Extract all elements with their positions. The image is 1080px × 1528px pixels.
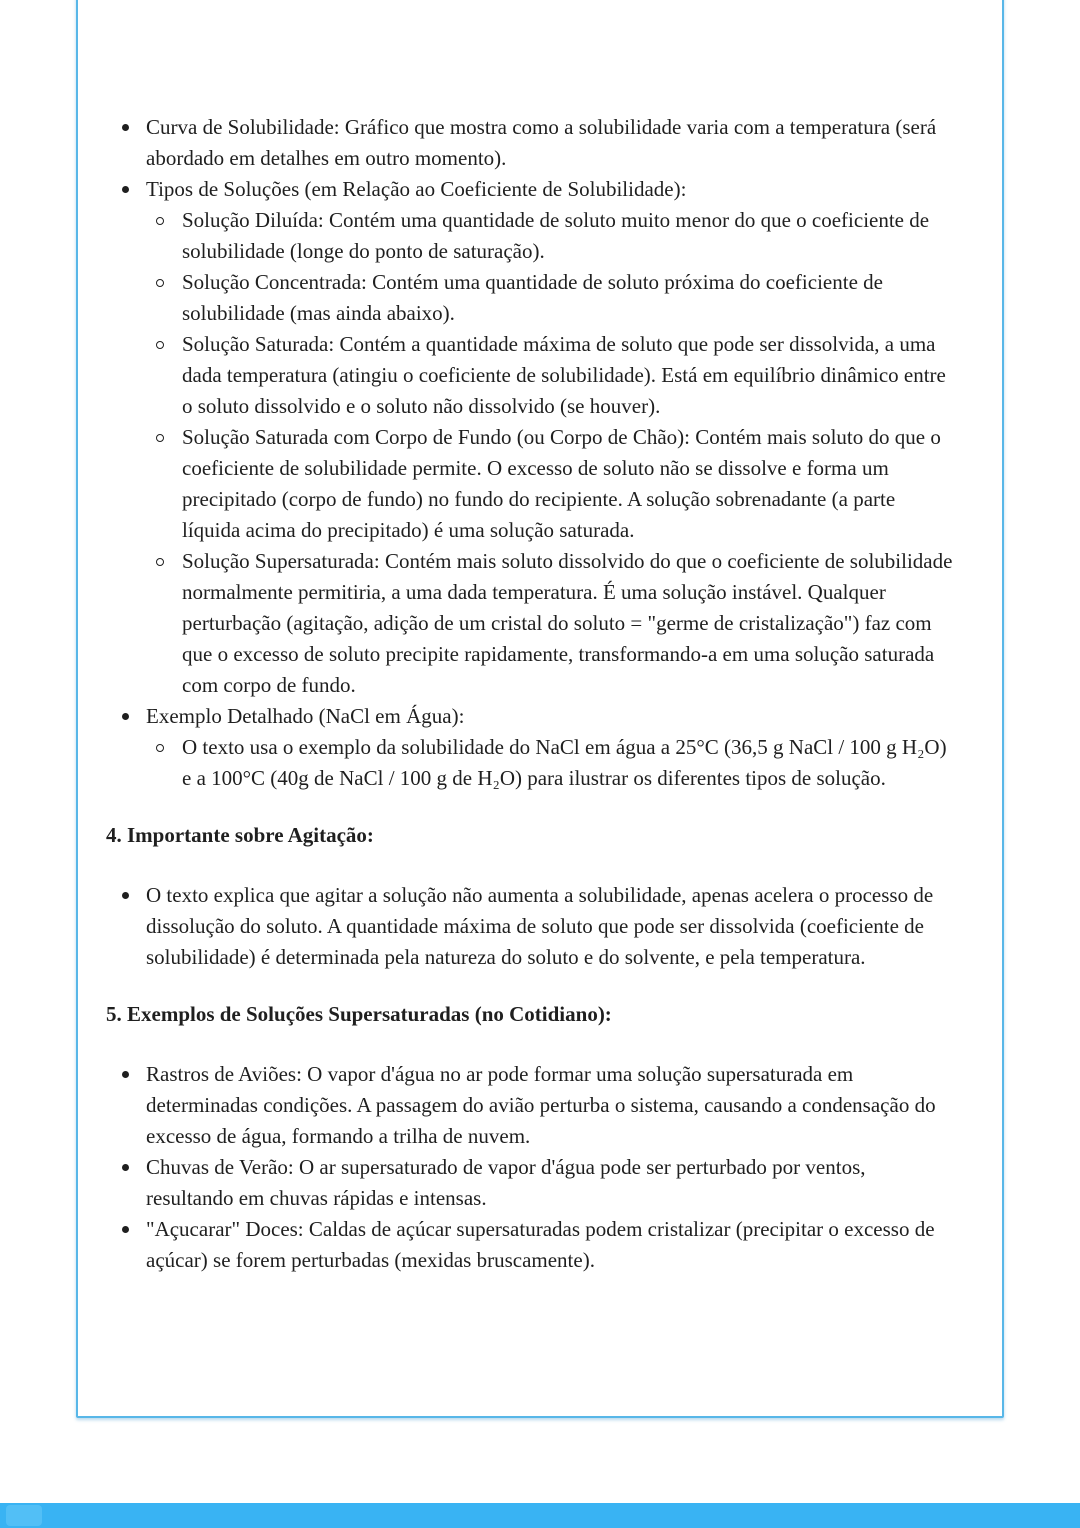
nacl-example-sublist: [146, 732, 956, 794]
list-item: [106, 1214, 956, 1276]
list-item: [106, 1059, 956, 1152]
section-heading-supersaturadas: 5. Exemplos de Soluções Supersaturadas (no Cotidiano):: [106, 1002, 612, 1026]
bullet-disc-icon: [122, 186, 129, 193]
list-item: [106, 701, 956, 794]
bullet-circle-icon: [156, 279, 164, 287]
solution-types-sublist: [146, 205, 956, 701]
bottom-bar-highlight: [6, 1505, 42, 1526]
list-item-text: Solução Supersaturada: Contém mais soluto dissolvido do que o coeficiente de solubilidade normalmente permitiria, a uma dada temperatura. É uma solução instável. Qualquer perturbação (agitação, adição de um cristal do soluto = "germe de cristalização") faz com que o excesso de soluto precipite rapidamente, transformando-a em uma solução saturada com corpo de fundo.: [182, 549, 953, 697]
bullet-circle-icon: [156, 558, 164, 566]
list-item: [106, 1152, 956, 1214]
supersaturadas-list: [106, 1059, 956, 1276]
bullet-circle-icon: [156, 341, 164, 349]
list-item-text: Solução Concentrada: Contém uma quantidade de soluto próxima do coeficiente de solubilidade (mas ainda abaixo).: [182, 270, 883, 325]
list-item-text: O texto explica que agitar a solução não aumenta a solubilidade, apenas acelera o processo de dissolução do soluto. A quantidade máxima de soluto que pode ser dissolvida (coeficiente de solubilidade) é determinada pela natureza do soluto e do solvente, e pela temperatura.: [146, 883, 934, 969]
list-item-text: Solução Saturada: Contém a quantidade máxima de soluto que pode ser dissolvida, a uma dada temperatura (atingiu o coeficiente de solubilidade). Está em equilíbrio dinâmico entre o soluto dissolvido e o soluto não dissolvido (se houver).: [182, 332, 946, 418]
list-item-text: Rastros de Aviões: O vapor d'água no ar pode formar uma solução supersaturada em determinadas condições. A passagem do avião perturba o sistema, causando a condensação do excesso de água, formando a trilha de nuvem.: [146, 1062, 936, 1148]
bullet-disc-icon: [122, 1226, 129, 1233]
bullet-circle-icon: [156, 217, 164, 225]
page-content: [78, 0, 1002, 1276]
bullet-circle-icon: [156, 744, 164, 752]
list-item-text: Solução Saturada com Corpo de Fundo (ou Corpo de Chão): Contém mais soluto do que o coeficiente de solubilidade permite. O excesso de soluto não se dissolve e forma um precipitado (corpo de fundo) no fundo do recipiente. A solução sobrenadante (a parte líquida acima do precipitado) é uma solução saturada.: [182, 425, 941, 542]
list-item-text: Exemplo Detalhado (NaCl em Água):: [146, 704, 465, 728]
bottom-accent-bar: [0, 1503, 1080, 1528]
bullet-circle-icon: [156, 434, 164, 442]
bullet-disc-icon: [122, 1164, 129, 1171]
list-item: [106, 880, 956, 973]
list-item-text: Curva de Solubilidade: Gráfico que mostra como a solubilidade varia com a temperatura (será abordado em detalhes em outro momento).: [146, 115, 937, 170]
list-item-text: "Açucarar" Doces: Caldas de açúcar supersaturadas podem cristalizar (precipitar o excesso de açúcar) se forem perturbadas (mexidas bruscamente).: [146, 1217, 935, 1272]
list-item-text: Tipos de Soluções (em Relação ao Coeficiente de Solubilidade):: [146, 177, 687, 201]
list-item: [146, 732, 956, 794]
list-item: [106, 112, 956, 174]
list-item: [146, 267, 956, 329]
bullet-disc-icon: [122, 124, 129, 131]
section-heading-agitacao: 4. Importante sobre Agitação:: [106, 823, 374, 847]
solubility-notes-list: [106, 112, 956, 794]
page-frame: [76, 0, 1004, 1418]
bullet-disc-icon: [122, 892, 129, 899]
list-item-text: Chuvas de Verão: O ar supersaturado de vapor d'água pode ser perturbado por ventos, resultando em chuvas rápidas e intensas.: [146, 1155, 866, 1210]
list-item: [146, 422, 956, 546]
list-item: [106, 174, 956, 701]
bullet-disc-icon: [122, 713, 129, 720]
list-item-text: O texto usa o exemplo da solubilidade do NaCl em água a 25°C (36,5 g NaCl / 100 g H₂O) e a 100°C (40g de NaCl / 100 g de H₂O) para ilustrar os diferentes tipos de solução.: [182, 735, 947, 790]
agitacao-list: [106, 880, 956, 973]
list-item: [146, 329, 956, 422]
bullet-disc-icon: [122, 1071, 129, 1078]
list-item: [146, 205, 956, 267]
list-item: [146, 546, 956, 701]
list-item-text: Solução Diluída: Contém uma quantidade de soluto muito menor do que o coeficiente de solubilidade (longe do ponto de saturação).: [182, 208, 930, 263]
